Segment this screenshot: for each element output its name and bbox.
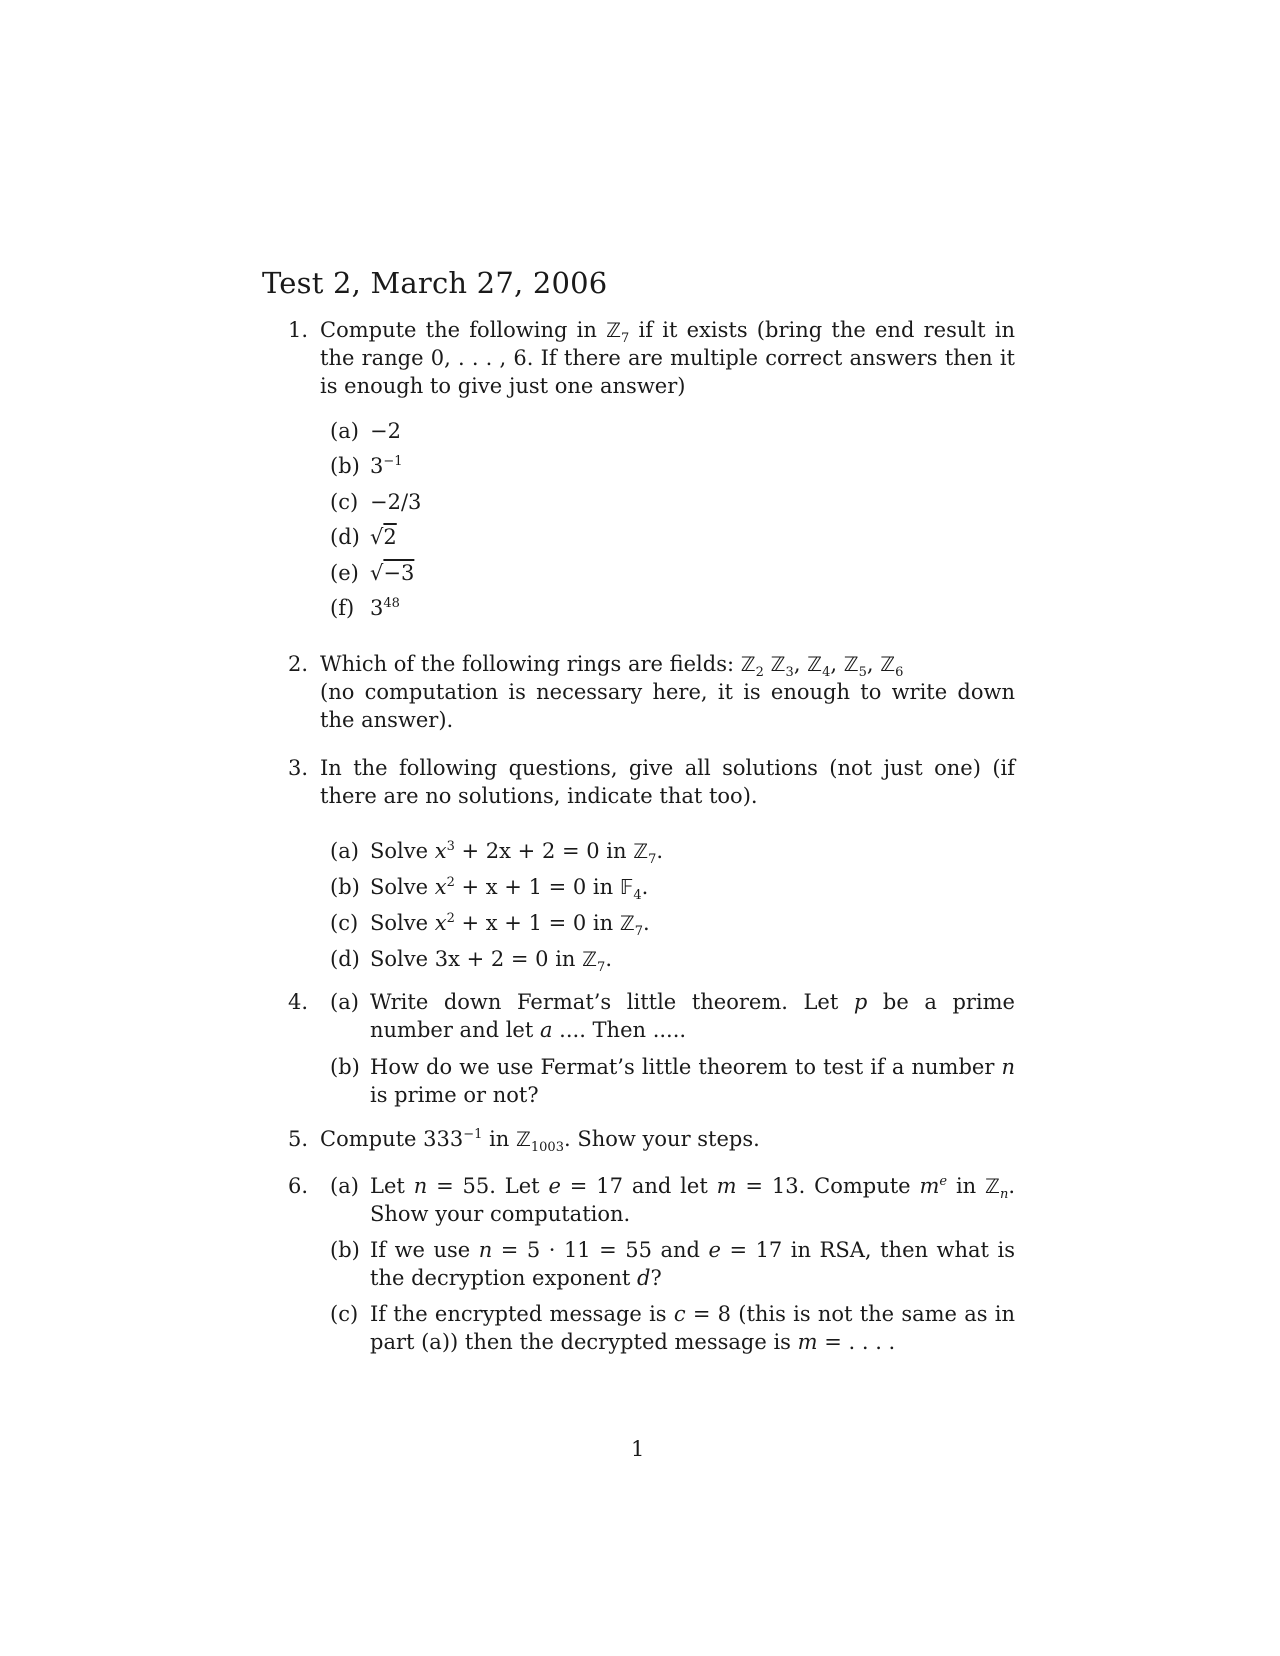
q3-item-b-label: (b) <box>330 875 360 899</box>
q1-item-f-expr: $3^{48}$ <box>370 596 400 620</box>
q1-item-a-label: (a) <box>330 419 359 443</box>
q1-number: 1. <box>288 318 309 342</box>
q3-item-d-label: (d) <box>330 947 360 971</box>
q5-text: Compute $333^{-1}$ in ℤ$_{1003}$. Show your steps. <box>320 1127 760 1156</box>
q1-item-a-expr: −2 <box>370 419 401 443</box>
q1-item-b-label: (b) <box>330 454 360 478</box>
q4-item-b-text: How do we use Fermat’s little theorem to test if a number n is prime or not? <box>370 1055 1015 1107</box>
page-title: Test 2, March 27, 2006 <box>262 266 608 300</box>
q3-item-c-label: (c) <box>330 911 359 935</box>
page-number: 1 <box>631 1437 645 1461</box>
q6-number: 6. <box>288 1174 309 1198</box>
q2-number: 2. <box>288 652 309 676</box>
q1-item-c-label: (c) <box>330 490 359 514</box>
q1-item-e-label: (e) <box>330 561 359 585</box>
q6-item-c-label: (c) <box>330 1302 359 1326</box>
q6-item-b-text: If we use n = 5 · 11 = 55 and e = 17 in RSA, then what is the decryption exponent d? <box>370 1238 1015 1290</box>
q4-item-a-label: (a) <box>330 990 359 1014</box>
q3-text: In the following questions, give all solutions (not just one) (if there are no solutions, indicate that too). <box>320 756 1015 808</box>
q1-item-f-label: (f) <box>330 596 355 620</box>
q4-item-b-label: (b) <box>330 1055 360 1079</box>
q1-text: Compute the following in ℤ$_7$ if it exists (bring the end result in the range 0, . . . , 6. If there are multiple correct answers then it is enough to give just one answer) <box>320 318 1015 398</box>
q5-number: 5. <box>288 1127 309 1151</box>
q1-item-d-label: (d) <box>330 525 360 549</box>
q1-item-c-expr: −2/3 <box>370 490 422 514</box>
q4-item-a-text: Write down Fermat’s little theorem. Let p be a prime number and let a .... Then ..... <box>370 990 1015 1042</box>
q3-item-c-text: Solve $x^2 + x + 1 = 0$ in ℤ$_7$. <box>370 911 650 940</box>
q3-item-a-label: (a) <box>330 839 359 863</box>
q3-item-a-text: Solve $x^3 + 2x + 2 = 0$ in ℤ$_7$. <box>370 839 664 868</box>
q1-item-d-expr: √2 <box>370 525 397 549</box>
q2-text: Which of the following rings are fields: ℤ$_2$ ℤ$_3$, ℤ$_4$, ℤ$_5$, ℤ$_6$ (no computation is necessary here, it is enough to write down the answer). <box>320 652 1015 732</box>
q1-item-b-expr: $3^{-1}$ <box>370 454 403 478</box>
q4-number: 4. <box>288 990 309 1014</box>
q1-item-e-expr: √−3 <box>370 561 415 585</box>
q6-item-a-label: (a) <box>330 1174 359 1198</box>
q3-number: 3. <box>288 756 309 780</box>
q6-item-c-text: If the encrypted message is c = 8 (this is not the same as in part (a)) then the decrypted message is m = . . . . <box>370 1302 1016 1354</box>
q6-item-b-label: (b) <box>330 1238 360 1262</box>
q3-item-d-text: Solve 3x + 2 = 0 in ℤ$_7$. <box>370 947 613 976</box>
q3-item-b-text: Solve $x^2 + x + 1 = 0$ in 𝔽$_4$. <box>370 875 649 904</box>
q6-item-a-text: Let n = 55. Let e = 17 and let m = 13. Compute $m^e$ in ℤ$_n$. Show your computation. <box>370 1174 1016 1226</box>
